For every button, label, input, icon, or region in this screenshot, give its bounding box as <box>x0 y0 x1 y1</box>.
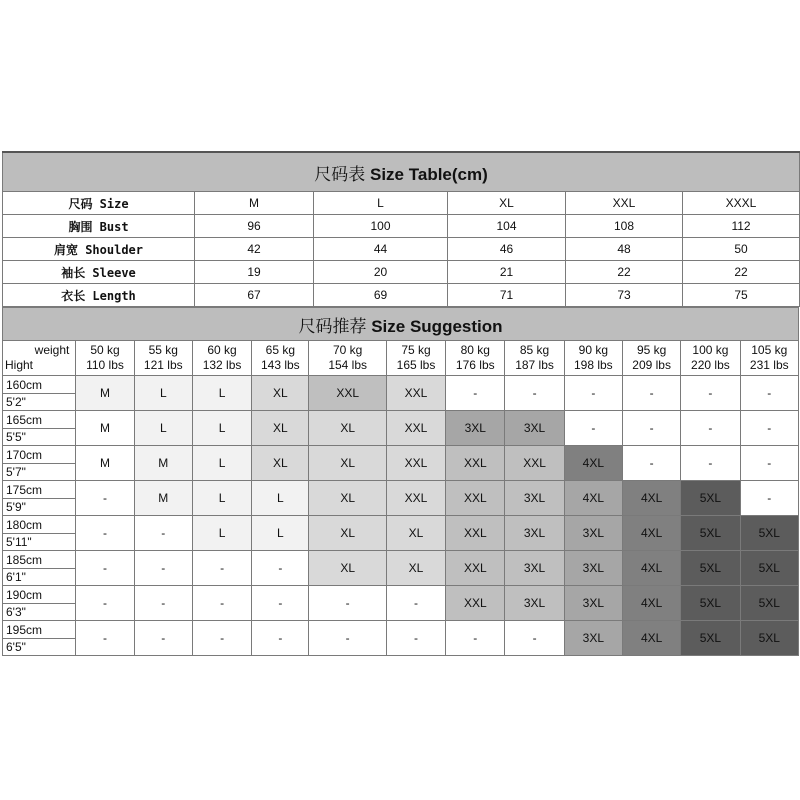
suggested-size-cell: M <box>134 446 192 481</box>
weight-lbs: 198 lbs <box>573 358 613 372</box>
size-table-cell: 22 <box>566 261 683 284</box>
suggested-size-cell: 5XL <box>740 551 798 586</box>
height-ft: 6'5" <box>6 639 26 654</box>
size-table-cell: 75 <box>683 284 800 307</box>
weight-lbs: 231 lbs <box>749 358 789 372</box>
height-cm: 170cm <box>3 447 75 464</box>
size-table-cell: M <box>195 192 314 215</box>
suggested-size-cell: XL <box>386 516 445 551</box>
size-table-cell: 19 <box>195 261 314 284</box>
suggested-size-cell: - <box>76 586 134 621</box>
suggested-size-cell: - <box>76 621 134 656</box>
size-table-cell: 100 <box>314 215 448 238</box>
size-table-cell: XXXL <box>683 192 800 215</box>
suggested-size-cell: - <box>76 481 134 516</box>
weight-header-cell <box>622 341 680 376</box>
suggested-size-cell: L <box>252 481 309 516</box>
weight-lbs: 220 lbs <box>691 358 730 372</box>
suggested-size-cell: - <box>622 446 680 481</box>
weight-header-cell <box>740 341 798 376</box>
suggested-size-cell: 3XL <box>505 516 564 551</box>
suggested-size-cell: 5XL <box>740 516 798 551</box>
size-table-cell: 69 <box>314 284 448 307</box>
size-table-cell: 22 <box>683 261 800 284</box>
suggested-size-cell: 4XL <box>622 481 680 516</box>
suggested-size-cell: 5XL <box>740 586 798 621</box>
suggested-size-cell: L <box>134 376 192 411</box>
suggested-size-cell: XXL <box>386 411 445 446</box>
height-ft: 5'2" <box>6 394 26 409</box>
height-cell <box>3 446 76 481</box>
size-table-cell: XXL <box>566 192 683 215</box>
size-table-cell: 21 <box>448 261 566 284</box>
suggested-size-cell: 5XL <box>681 516 740 551</box>
weight-header-cell <box>681 341 740 376</box>
suggested-size-cell: L <box>252 516 309 551</box>
corner-header <box>3 341 76 376</box>
weight-lbs: 176 lbs <box>455 358 495 372</box>
size-table-cell: XL <box>448 192 566 215</box>
corner-height-label: Hight <box>5 358 34 372</box>
weight-kg: 85 kg <box>519 343 550 357</box>
height-row <box>3 446 799 481</box>
size-table-cell: 20 <box>314 261 448 284</box>
suggested-size-cell: 3XL <box>505 551 564 586</box>
weight-kg: 60 kg <box>207 343 237 357</box>
size-table-row <box>3 192 800 215</box>
height-cm: 180cm <box>3 517 75 534</box>
size-table-row-label: 尺码 Size <box>3 192 195 215</box>
size-table-cell: 96 <box>195 215 314 238</box>
suggested-size-cell: L <box>192 376 251 411</box>
weight-kg: 90 kg <box>578 343 609 357</box>
height-cell <box>3 376 76 411</box>
suggested-size-cell: 4XL <box>564 446 622 481</box>
suggested-size-cell: - <box>309 586 386 621</box>
weight-kg: 70 kg <box>332 343 363 357</box>
suggested-size-cell: 5XL <box>740 621 798 656</box>
suggested-size-cell: 5XL <box>681 481 740 516</box>
height-cm: 185cm <box>3 552 75 569</box>
suggested-size-cell: - <box>740 376 798 411</box>
weight-header-cell <box>134 341 192 376</box>
weight-lbs: 121 lbs <box>143 358 183 372</box>
suggested-size-cell: M <box>76 411 134 446</box>
suggested-size-cell: M <box>134 481 192 516</box>
size-table-cell: 46 <box>448 238 566 261</box>
height-ft: 6'3" <box>6 604 26 619</box>
weight-header-cell <box>252 341 309 376</box>
suggested-size-cell: 5XL <box>681 551 740 586</box>
size-table-cell: 71 <box>448 284 566 307</box>
suggested-size-cell: - <box>386 621 445 656</box>
weight-header-cell <box>76 341 134 376</box>
suggested-size-cell: 3XL <box>564 551 622 586</box>
suggested-size-cell: - <box>505 376 564 411</box>
weight-lbs: 187 lbs <box>515 358 554 372</box>
suggested-size-cell: XXL <box>446 446 505 481</box>
suggested-size-cell: XL <box>309 516 386 551</box>
weight-header-cell <box>192 341 251 376</box>
suggested-size-cell: - <box>740 481 798 516</box>
weight-header-cell <box>309 341 386 376</box>
weight-lbs: 165 lbs <box>396 358 436 372</box>
suggested-size-cell: - <box>76 551 134 586</box>
size-table-cell: 108 <box>566 215 683 238</box>
height-ft: 5'11" <box>6 534 32 549</box>
suggested-size-cell: XL <box>386 551 445 586</box>
suggested-size-cell: - <box>192 586 251 621</box>
weight-lbs: 143 lbs <box>260 358 300 372</box>
size-table-cell: L <box>314 192 448 215</box>
size-table-cell: 44 <box>314 238 448 261</box>
suggested-size-cell: - <box>622 376 680 411</box>
suggested-size-cell: - <box>134 586 192 621</box>
size-table-row-label: 胸围 Bust <box>3 215 195 238</box>
size-table-title <box>3 152 800 192</box>
suggested-size-cell: M <box>76 376 134 411</box>
weight-header-cell <box>386 341 445 376</box>
size-table-title-cn: 尺码表 <box>314 164 366 184</box>
suggested-size-cell: 3XL <box>564 516 622 551</box>
size-table-cell: 50 <box>683 238 800 261</box>
suggested-size-cell: - <box>76 516 134 551</box>
size-suggestion-table <box>2 307 799 656</box>
height-cell <box>3 516 76 551</box>
size-table-row-label: 肩宽 Shoulder <box>3 238 195 261</box>
suggested-size-cell: 3XL <box>564 621 622 656</box>
height-cell <box>3 586 76 621</box>
height-cm: 165cm <box>3 412 75 429</box>
size-table-title-en: Size Table(cm) <box>370 164 488 184</box>
suggested-size-cell: XL <box>309 551 386 586</box>
suggested-size-cell: XL <box>252 376 309 411</box>
weight-kg: 105 kg <box>751 343 788 357</box>
suggested-size-cell: XXL <box>446 516 505 551</box>
size-table-row-label: 衣长 Length <box>3 284 195 307</box>
suggested-size-cell: XXL <box>446 551 505 586</box>
suggested-size-cell: XXL <box>386 481 445 516</box>
suggested-size-cell: 3XL <box>564 586 622 621</box>
suggested-size-cell: XXL <box>446 586 505 621</box>
height-cm: 190cm <box>3 587 75 604</box>
suggested-size-cell: - <box>505 621 564 656</box>
corner-weight-label: weight <box>34 343 70 357</box>
height-cell <box>3 551 76 586</box>
weight-lbs: 132 lbs <box>202 358 242 372</box>
weight-kg: 100 kg <box>692 343 729 357</box>
suggested-size-cell: - <box>564 411 622 446</box>
height-row <box>3 411 799 446</box>
suggested-size-cell: XXL <box>386 376 445 411</box>
weight-lbs: 110 lbs <box>86 358 124 372</box>
suggested-size-cell: XXL <box>446 481 505 516</box>
suggested-size-cell: - <box>681 376 740 411</box>
suggested-size-cell: 5XL <box>681 586 740 621</box>
size-suggestion-title <box>3 308 799 341</box>
weight-header-cell <box>564 341 622 376</box>
suggested-size-cell: - <box>309 621 386 656</box>
size-table-cell: 73 <box>566 284 683 307</box>
suggested-size-cell: 3XL <box>446 411 505 446</box>
suggested-size-cell: - <box>681 446 740 481</box>
height-cell <box>3 481 76 516</box>
height-cm: 195cm <box>3 622 75 639</box>
suggested-size-cell: XL <box>309 446 386 481</box>
height-cm: 160cm <box>3 377 75 394</box>
height-ft: 6'1" <box>6 569 26 584</box>
suggested-size-cell: - <box>252 586 309 621</box>
weight-header-cell <box>446 341 505 376</box>
suggested-size-cell: - <box>252 621 309 656</box>
weight-header-cell <box>505 341 564 376</box>
suggested-size-cell: - <box>564 376 622 411</box>
suggested-size-cell: XXL <box>386 446 445 481</box>
size-table-cell: 42 <box>195 238 314 261</box>
size-table-row <box>3 215 800 238</box>
suggested-size-cell: L <box>192 516 251 551</box>
weight-lbs: 154 lbs <box>328 358 368 372</box>
suggested-size-cell: 3XL <box>505 411 564 446</box>
height-cell <box>3 411 76 446</box>
weight-kg: 50 kg <box>90 343 120 357</box>
suggested-size-cell: - <box>134 621 192 656</box>
suggested-size-cell: XL <box>252 411 309 446</box>
size-table-row <box>3 238 800 261</box>
size-table-cell: 67 <box>195 284 314 307</box>
suggested-size-cell: - <box>134 516 192 551</box>
size-table-cell: 104 <box>448 215 566 238</box>
height-row <box>3 481 799 516</box>
suggested-size-cell: 3XL <box>505 586 564 621</box>
suggested-size-cell: 4XL <box>622 516 680 551</box>
height-cm: 175cm <box>3 482 75 499</box>
suggested-size-cell: L <box>192 446 251 481</box>
size-table-row <box>3 284 800 307</box>
size-suggestion-title-en: Size Suggestion <box>371 316 503 336</box>
weight-kg: 80 kg <box>460 343 490 357</box>
weight-kg: 95 kg <box>636 343 667 357</box>
suggested-size-cell: - <box>740 411 798 446</box>
suggested-size-cell: 4XL <box>622 621 680 656</box>
suggested-size-cell: L <box>192 481 251 516</box>
size-table-title-row <box>3 152 800 192</box>
suggested-size-cell: - <box>192 551 251 586</box>
size-table-cell: 112 <box>683 215 800 238</box>
size-suggestion-title-row <box>3 308 799 341</box>
height-row <box>3 621 799 656</box>
suggested-size-cell: - <box>386 586 445 621</box>
height-row <box>3 586 799 621</box>
suggested-size-cell: - <box>252 551 309 586</box>
height-ft: 5'5" <box>6 429 26 444</box>
suggested-size-cell: 4XL <box>564 481 622 516</box>
height-row <box>3 551 799 586</box>
height-ft: 5'7" <box>6 464 26 479</box>
suggested-size-cell: M <box>76 446 134 481</box>
suggested-size-cell: - <box>740 446 798 481</box>
height-row <box>3 516 799 551</box>
size-chart <box>2 151 799 656</box>
height-row <box>3 376 799 411</box>
suggested-size-cell: 4XL <box>622 586 680 621</box>
suggested-size-cell: XL <box>309 481 386 516</box>
suggested-size-cell: - <box>446 376 505 411</box>
suggested-size-cell: 5XL <box>681 621 740 656</box>
weight-kg: 75 kg <box>401 343 431 357</box>
suggested-size-cell: XXL <box>505 446 564 481</box>
suggested-size-cell: - <box>134 551 192 586</box>
weight-lbs: 209 lbs <box>632 358 671 372</box>
suggested-size-cell: L <box>134 411 192 446</box>
suggested-size-cell: - <box>622 411 680 446</box>
size-table <box>2 151 800 307</box>
height-cell <box>3 621 76 656</box>
height-ft: 5'9" <box>6 499 26 514</box>
suggested-size-cell: XL <box>309 411 386 446</box>
suggested-size-cell: XXL <box>309 376 386 411</box>
suggested-size-cell: 3XL <box>505 481 564 516</box>
suggested-size-cell: - <box>446 621 505 656</box>
size-suggestion-title-cn: 尺码推荐 <box>298 316 367 336</box>
suggested-size-cell: - <box>681 411 740 446</box>
suggested-size-cell: - <box>192 621 251 656</box>
weight-header-row <box>3 341 799 376</box>
size-table-row-label: 袖长 Sleeve <box>3 261 195 284</box>
weight-kg: 65 kg <box>265 343 296 357</box>
size-table-row <box>3 261 800 284</box>
weight-kg: 55 kg <box>148 343 178 357</box>
suggested-size-cell: L <box>192 411 251 446</box>
suggested-size-cell: XL <box>252 446 309 481</box>
suggested-size-cell: 4XL <box>622 551 680 586</box>
size-table-cell: 48 <box>566 238 683 261</box>
